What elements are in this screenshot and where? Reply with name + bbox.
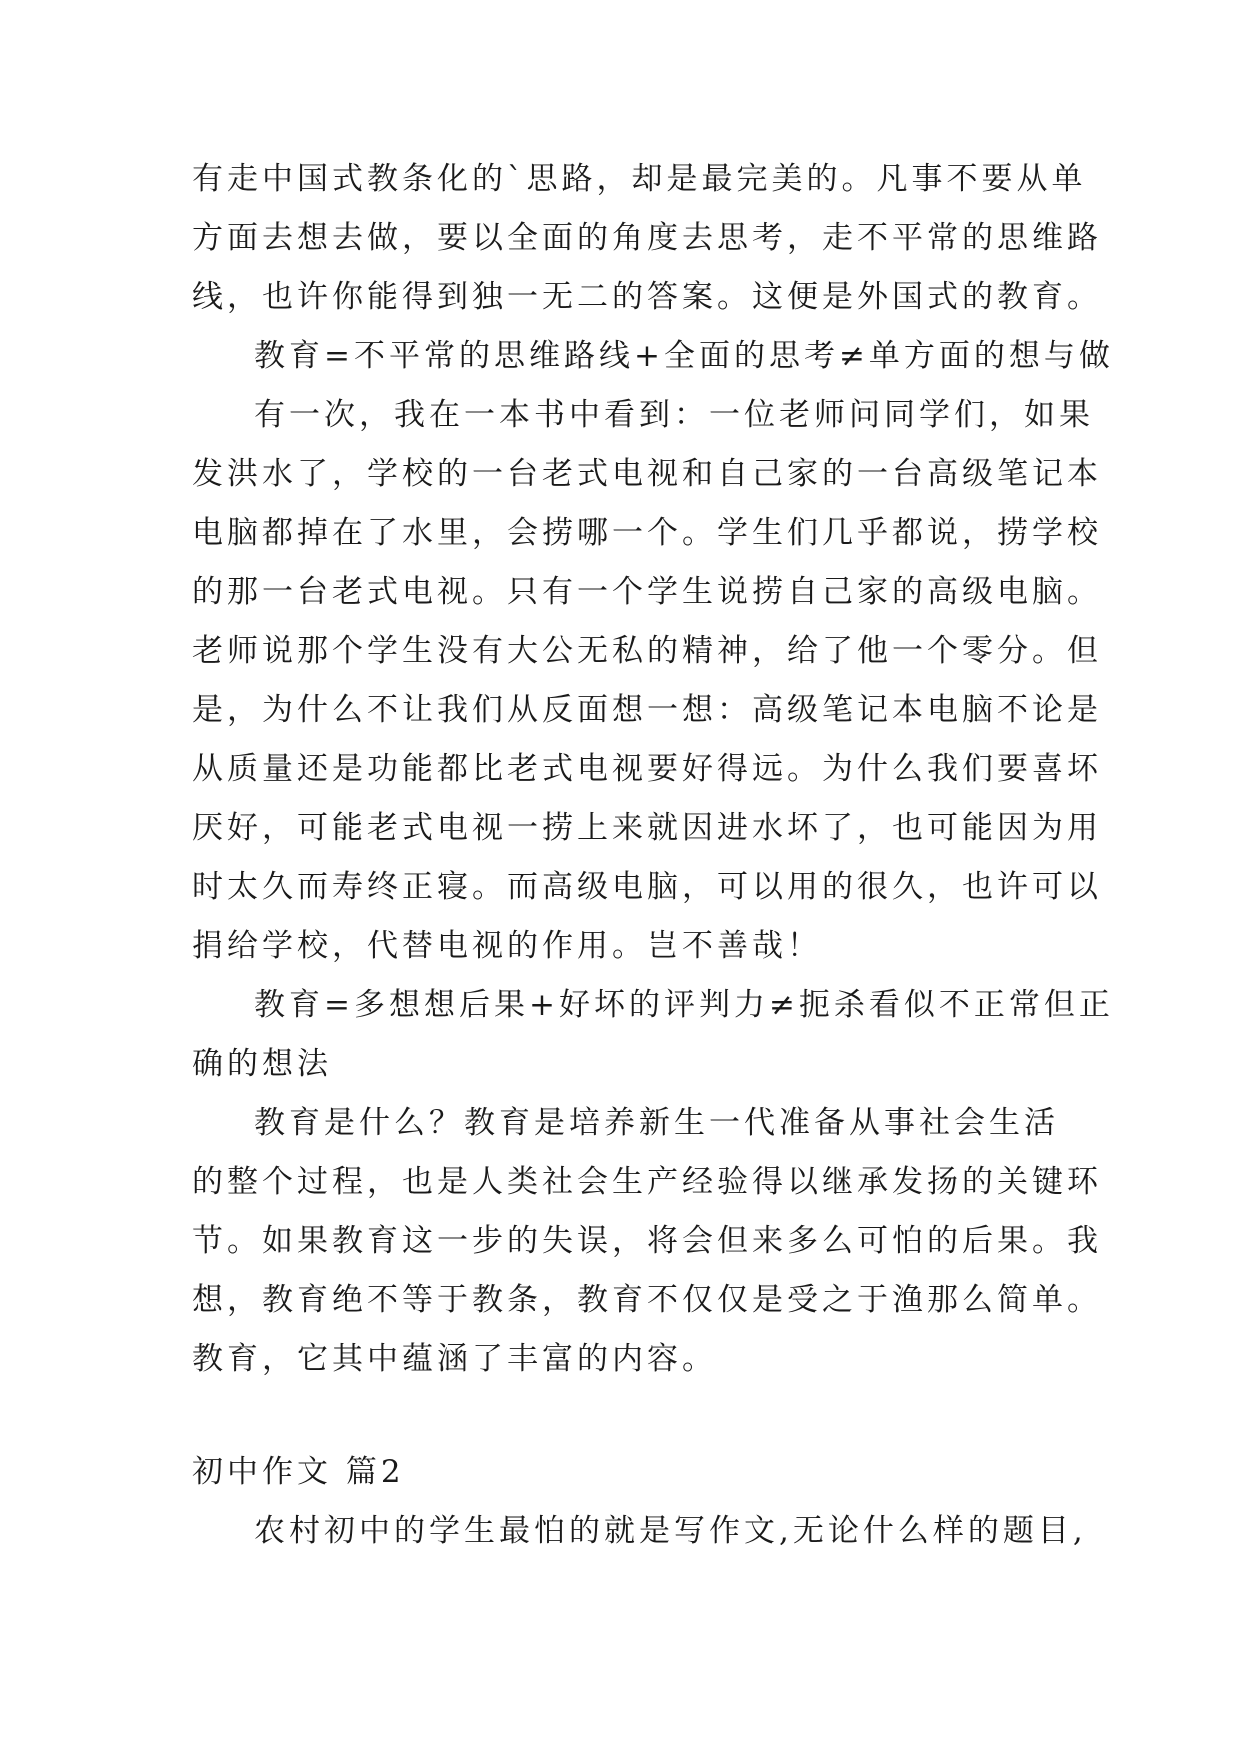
text-line: 教育=不平常的思维路线+全面的思考≠单方面的想与做 xyxy=(254,338,1114,374)
text-line: 是，为什么不让我们从反面想一想：高级笔记本电脑不论是 xyxy=(192,692,1102,728)
text-line: 老师说那个学生没有大公无私的精神，给了他一个零分。但 xyxy=(192,633,1102,669)
text-line: 方面去想去做，要以全面的角度去思考，走不平常的思维路 xyxy=(192,220,1102,256)
text-line: 教育，它其中蕴涵了丰富的内容。 xyxy=(192,1341,717,1377)
text-line: 农村初中的学生最怕的就是写作文,无论什么样的题目, xyxy=(254,1513,1087,1549)
text-line: 有一次，我在一本书中看到：一位老师问同学们，如果 xyxy=(254,397,1094,433)
text-line: 线，也许你能得到独一无二的答案。这便是外国式的教育。 xyxy=(192,279,1102,315)
text-line: 教育是什么？教育是培养新生一代准备从事社会生活 xyxy=(254,1105,1059,1141)
essay-body xyxy=(192,150,1114,1389)
text-line: 发洪水了，学校的一台老式电视和自己家的一台高级笔记本 xyxy=(192,456,1102,492)
essay-paragraph-2 xyxy=(192,1502,1087,1561)
text-line: 的整个过程，也是人类社会生产经验得以继承发扬的关键环 xyxy=(192,1164,1102,1200)
text-line: 时太久而寿终正寝。而高级电脑，可以用的很久，也许可以 xyxy=(192,869,1102,905)
text-line: 教育=多想想后果+好坏的评判力≠扼杀看似不正常但正 xyxy=(254,987,1114,1023)
text-line: 电脑都掉在了水里，会捞哪一个。学生们几乎都说，捞学校 xyxy=(192,515,1102,551)
text-line: 的那一台老式电视。只有一个学生说捞自己家的高级电脑。 xyxy=(192,574,1102,610)
text-line: 有走中国式教条化的`思路，却是最完美的。凡事不要从单 xyxy=(192,161,1087,197)
text-line: 捐给学校，代替电视的作用。岂不善哉！ xyxy=(192,928,822,964)
text-line: 从质量还是功能都比老式电视要好得远。为什么我们要喜坏 xyxy=(192,751,1102,787)
text-line: 确的想法 xyxy=(192,1046,332,1082)
text-line: 想，教育绝不等于教条，教育不仅仅是受之于渔那么简单。 xyxy=(192,1282,1102,1318)
text-line: 厌好，可能老式电视一捞上来就因进水坏了，也可能因为用 xyxy=(192,810,1102,846)
section-heading: 初中作文 篇2 xyxy=(192,1454,405,1490)
text-line: 节。如果教育这一步的失误，将会但来多么可怕的后果。我 xyxy=(192,1223,1102,1259)
